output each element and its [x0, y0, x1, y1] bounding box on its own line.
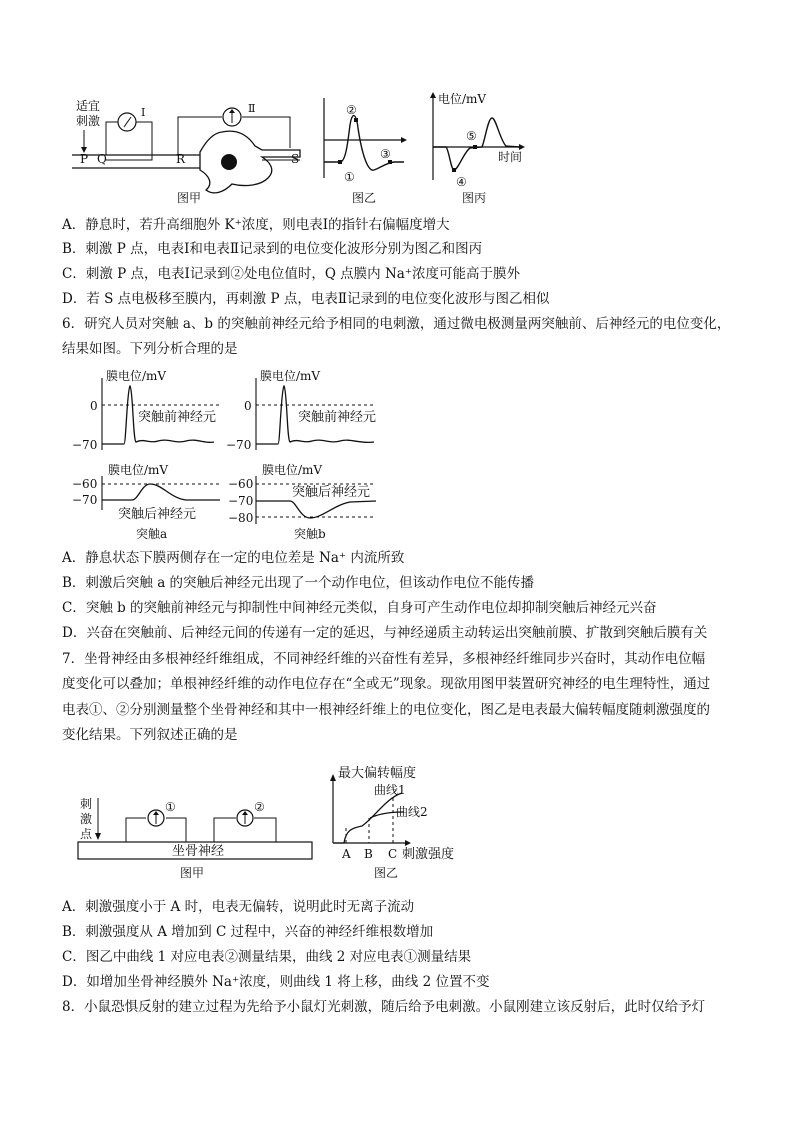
meter1-label: Ⅰ	[141, 106, 146, 119]
caption-yi: 图乙	[352, 191, 377, 205]
q7-option-b: B．刺激强度从 A 增加到 C 过程中，兴奋的神经纤维根数增加	[62, 924, 434, 940]
q6-post-a	[72, 462, 220, 541]
curve2-label: 曲线2	[396, 805, 428, 819]
q6-stem-line-1: 6．研究人员对突触 a、b 的突触前神经元给予相同的电刺激，通过微电极测量两突触前、后神经元的电位变化，	[62, 316, 731, 332]
q7-option-d: D．如增加坐骨神经膜外 Na⁺浓度，则曲线 1 将上移，曲线 2 位置不变	[62, 974, 490, 990]
q7-option-a: A．刺激强度小于 A 时，电表无偏转，说明此时无离子流动	[62, 899, 415, 915]
tick-m70-post-b: −70	[228, 494, 254, 508]
tick-m70-b: −70	[226, 438, 252, 452]
figure-q6	[0, 360, 794, 550]
q7-meter2-label: ②	[254, 800, 265, 814]
q7-caption-jia: 图甲	[180, 866, 205, 880]
q6-post-b-label: 突触后神经元	[292, 485, 371, 500]
q7-stem-line-4: 变化结果。下列叙述正确的是	[62, 727, 238, 743]
point-Q: Q	[97, 152, 107, 166]
q5-option-c: C．刺激 P 点，电表Ⅰ记录到②处电位值时，Q 点膜内 Na⁺浓度可能高于膜外	[62, 266, 520, 282]
curve-1	[333, 793, 402, 843]
q6-pre-a	[72, 368, 220, 452]
caption-jia: 图甲	[177, 191, 202, 205]
q7-stem-line-3: 电表①、②分别测量整个坐骨神经和其中一根神经纤维上的电位变化，图乙是电表最大偏转幅度随刺激强度的	[62, 702, 710, 718]
point-R: R	[176, 152, 186, 166]
meter1-wire-left	[106, 122, 118, 155]
q6-pre-b-label: 突触前神经元	[298, 410, 377, 425]
caption-bing: 图丙	[462, 191, 487, 205]
tick-m60-b: −60	[228, 477, 254, 491]
q6-pre-b	[226, 368, 376, 452]
curve1-label: 曲线1	[374, 783, 406, 797]
q6-option-b: B．刺激后突触 a 的突触后神经元出现了一个动作电位，但该动作电位不能传播	[62, 575, 535, 591]
q7-figure-yi	[330, 765, 454, 880]
q6-post-ylabel-a: 膜电位/mV	[108, 463, 169, 477]
marker-3: ③	[380, 147, 391, 161]
q6-caption-b: 突触b	[294, 527, 326, 541]
figure-bing	[430, 91, 525, 205]
bing-ylabel: 电位/mV	[438, 92, 487, 106]
x-tick-A: A	[342, 847, 351, 861]
q7-stem-line-2: 度变化可以叠加；单根神经纤维的动作电位存在“全或无”现象。现欲用图甲装置研究神经的电生理特性，通过	[62, 676, 711, 692]
tick-m70-a: −70	[72, 438, 98, 452]
tick-m60-a: −60	[72, 477, 98, 491]
point-P: P	[80, 152, 89, 166]
q7-caption-yi: 图乙	[374, 866, 399, 880]
q6-post-b-trace	[256, 501, 376, 518]
q7-option-c: C．图乙中曲线 1 对应电表②测量结果，曲线 2 对应电表①测量结果	[62, 949, 472, 965]
x-tick-C: C	[388, 847, 398, 861]
figure-jia	[72, 99, 300, 205]
figure-yi	[324, 98, 407, 205]
q6-caption-a: 突触a	[136, 527, 168, 541]
neuron-cell-body	[200, 131, 300, 193]
q6-option-d: D．兴奋在突触前、后神经元间的传递有一定的延迟，与神经递质主动转运出突触前膜、扩散到突触后膜有关	[62, 625, 708, 641]
meter2-label: Ⅱ	[248, 102, 256, 115]
q7-figure-jia	[78, 796, 312, 880]
q7-stem-line-1: 7．坐骨神经由多根神经纤维组成，不同神经纤维的兴奋性有差异，多根神经纤维同步兴奋时，其动作电位幅	[62, 651, 706, 667]
tick-m70-post-a: −70	[72, 493, 98, 507]
q5-option-a: A．静息时，若升高细胞外 K⁺浓度，则电表Ⅰ的指针右偏幅度增大	[62, 217, 450, 233]
stim-label-2: 刺激	[76, 114, 101, 128]
tick-m80-b: −80	[228, 511, 254, 525]
q5-option-b: B．刺激 P 点，电表Ⅰ和电表Ⅱ记录到的电位变化波形分别为图乙和图丙	[62, 241, 483, 257]
q6-option-a: A．静息状态下膜两侧存在一定的电位差是 Na⁺ 内流所致	[62, 550, 405, 566]
q6-ylabel-a: 膜电位/mV	[106, 369, 167, 383]
point-S: S	[291, 152, 300, 166]
q6-stem-line-2: 结果如图。下列分析合理的是	[62, 341, 238, 357]
stim-char-2: 激	[80, 812, 93, 826]
marker-5: ⑤	[466, 129, 477, 143]
stim-label-1: 适宜	[76, 99, 101, 113]
marker-4: ④	[456, 175, 467, 189]
q6-pre-a-label: 突触前神经元	[138, 410, 217, 425]
figure-top	[0, 0, 794, 212]
stim-char-1: 刺	[80, 797, 93, 811]
q6-post-ylabel-b: 膜电位/mV	[262, 463, 323, 477]
marker-1: ①	[344, 170, 355, 184]
x-tick-B: B	[364, 847, 373, 861]
marker-2: ②	[346, 103, 357, 117]
q8-stem-line-1: 8．小鼠恐惧反射的建立过程为先给予小鼠灯光刺激，随后给予电刺激。小鼠刚建立该反射后，此时仅给予灯	[62, 999, 706, 1015]
q6-option-c: C．突触 b 的突触前神经元与抑制性中间神经元类似，自身可产生动作电位却抑制突触后神经元兴奋	[62, 600, 657, 616]
q6-post-a-label: 突触后神经元	[118, 507, 197, 522]
figure-q7	[0, 748, 794, 888]
q6-post-b	[228, 462, 376, 541]
q6-post-a-trace	[102, 484, 220, 500]
nerve-label: 坐骨神经	[172, 844, 225, 859]
tick-0-a: 0	[90, 399, 98, 413]
q7-ylabel: 最大偏转幅度	[338, 766, 417, 781]
stim-char-3: 点	[80, 827, 93, 841]
tick-0-b: 0	[244, 399, 252, 413]
bing-xlabel: 时间	[498, 150, 523, 164]
q5-option-d: D．若 S 点电极移至膜内，再刺激 P 点，电表Ⅱ记录到的电位变化波形与图乙相似	[62, 291, 550, 307]
q6-ylabel-b: 膜电位/mV	[260, 369, 321, 383]
nucleus	[221, 154, 237, 170]
q7-meter1-label: ①	[165, 800, 176, 814]
q7-xlabel: 刺激强度	[402, 847, 455, 862]
